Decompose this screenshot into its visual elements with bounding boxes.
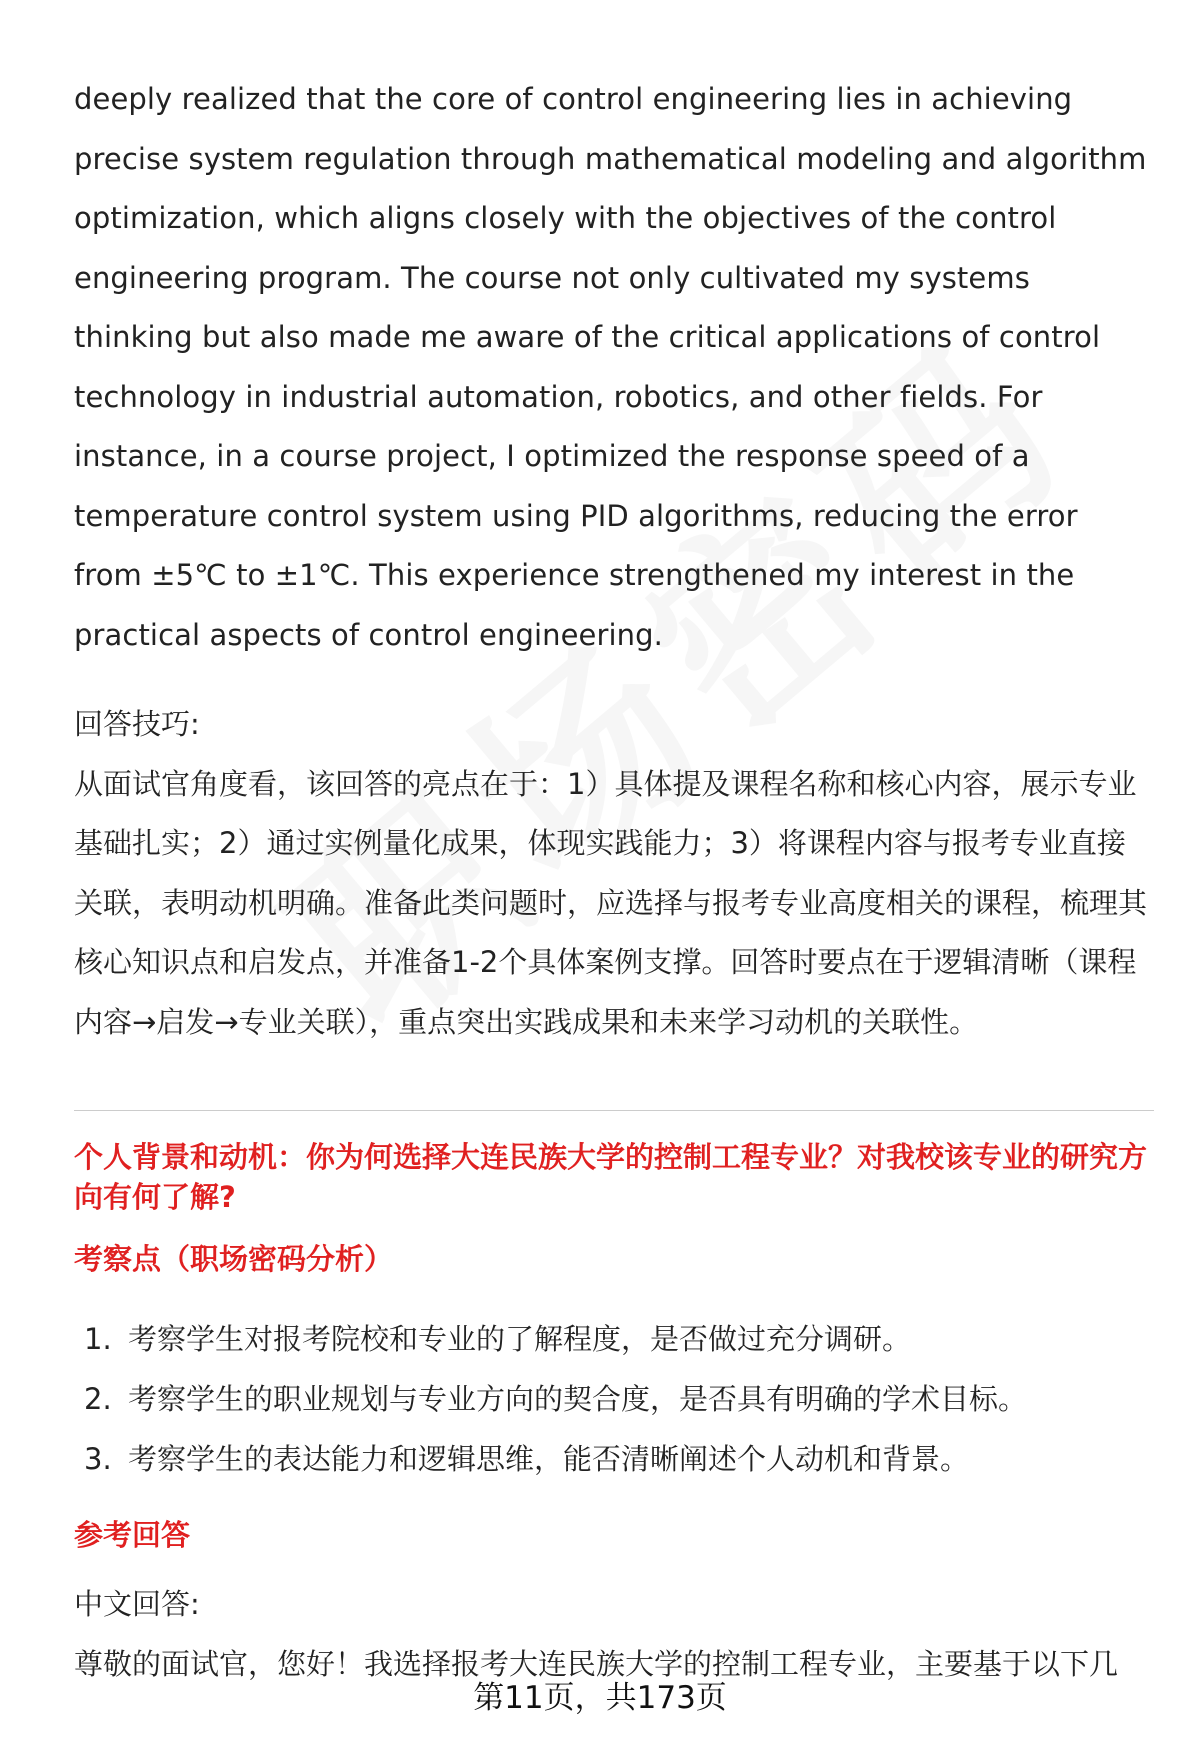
tips-label: 回答技巧: <box>74 707 200 741</box>
assessment-points <box>74 1309 1154 1489</box>
list-item-number: 3. <box>84 1442 112 1476</box>
list-item <box>74 1309 1154 1369</box>
page-number-footer: 第11页，共173页 <box>473 1680 727 1716</box>
english-answer-paragraph: deeply realized that the core of control engineering lies in achieving precise system regulation through mathematical modeling and algorithm optimization, which aligns closely with the objectives of the control engineering program. The course not only cultivated my systems thinking but also made me aware of the critical applications of control technology in industrial automation, robotics, and other fields. For instance, in a course project, I optimized the response speed of a temperature control system using PID algorithms, reducing the error from ±5℃ to ±1℃. This experience strengthened my interest in the practical aspects of control engineering. <box>74 82 1147 652</box>
chinese-answer-body: 尊敬的面试官，您好！我选择报考大连民族大学的控制工程专业，主要基于以下几 <box>74 1646 1119 1681</box>
list-item <box>74 1369 1154 1429</box>
list-item-text: 考察学生对报考院校和专业的了解程度，是否做过充分调研。 <box>128 1322 912 1356</box>
document-page <box>74 70 1154 1694</box>
question-title: 个人背景和动机：你为何选择大连民族大学的控制工程专业？对我校该专业的研究方向有何了解? <box>74 1140 1148 1214</box>
list-item-number: 2. <box>84 1382 112 1416</box>
list-item-text: 考察学生的职业规划与专业方向的契合度，是否具有明确的学术目标。 <box>128 1382 1028 1416</box>
list-item-number: 1. <box>84 1322 112 1356</box>
tips-body: 从面试官角度看，该回答的亮点在于：1）具体提及课程名称和核心内容，展示专业基础扎实；2）通过实例量化成果，体现实践能力；3）将课程内容与报考专业直接关联，表明动机明确。准备此类问题时，应选择与报考专业高度相关的课程，梳理其核心知识点和启发点，并准备1-2个具体案例支撑。回答时要点在于逻辑清晰（课程内容→启发→专业关联），重点突出实践成果和未来学习动机的关联性。 <box>74 766 1148 1039</box>
chinese-answer-label: 中文回答: <box>74 1587 200 1621</box>
list-item <box>74 1429 1154 1489</box>
assessment-title: 考察点（职场密码分析） <box>74 1242 394 1276</box>
reference-answer-title: 参考回答 <box>74 1518 191 1552</box>
list-item-text: 考察学生的表达能力和逻辑思维，能否清晰阐述个人动机和背景。 <box>128 1442 970 1476</box>
section-divider <box>74 1110 1154 1111</box>
